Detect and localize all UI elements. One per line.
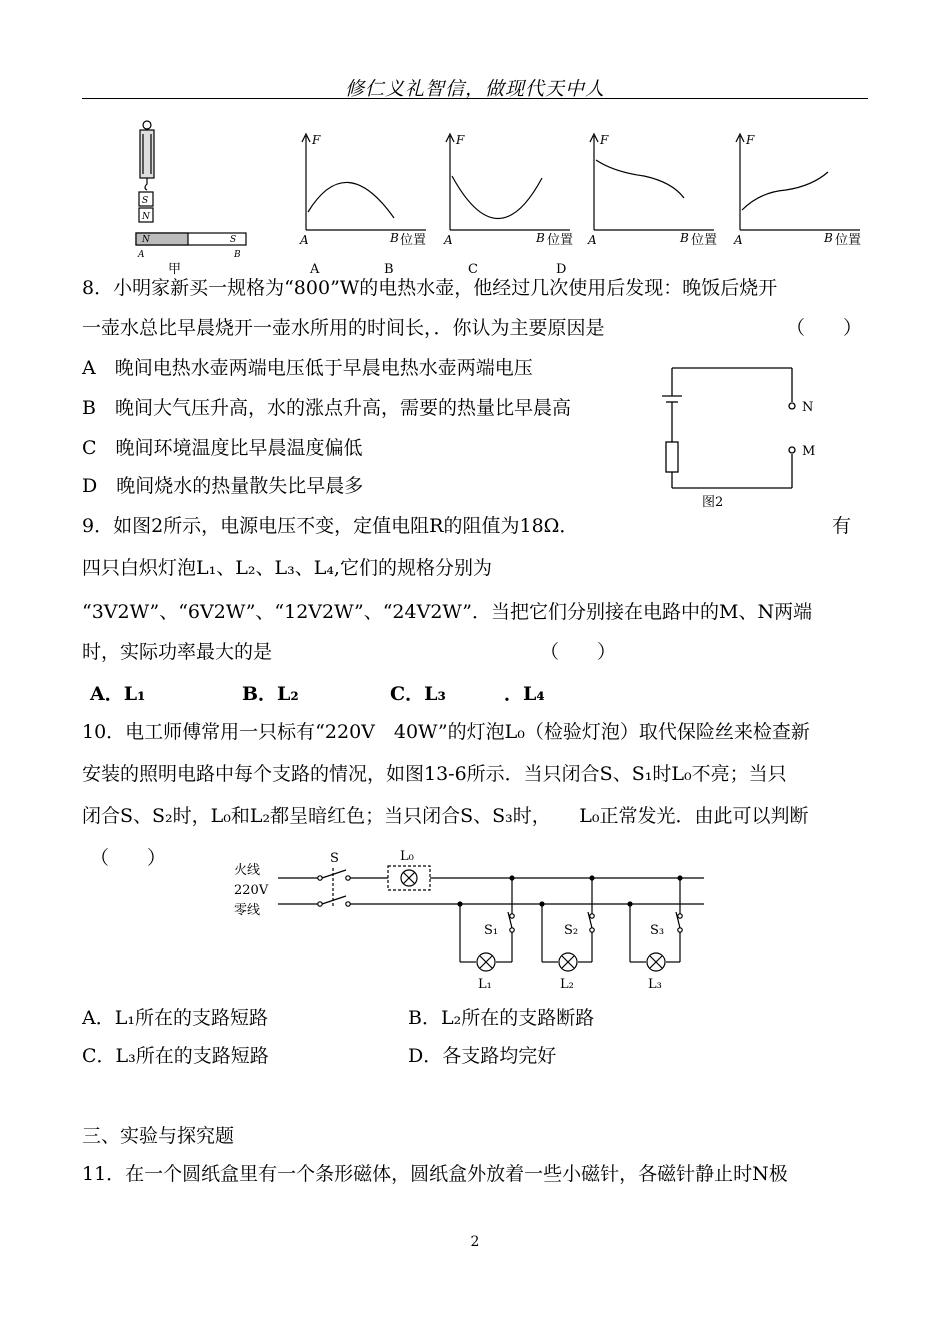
q10-option-b: B．L₂所在的支路断路 bbox=[408, 1007, 595, 1029]
header-rule bbox=[82, 98, 868, 99]
q8-option-c: C 晚间环境温度比早晨温度偏低 bbox=[82, 437, 363, 459]
circuit-switch-s: S bbox=[330, 851, 339, 866]
q8-line2: 一壶水总比早晨烧开一壶水所用的时间长，．你认为主要原因是 bbox=[82, 317, 605, 339]
q9-bracket: （ ） bbox=[540, 641, 617, 663]
graph-c-pos: 位置 bbox=[691, 233, 718, 248]
q8-option-a: A 晚间电热水壶两端电压低于早晨电热水壶两端电压 bbox=[82, 357, 533, 379]
graph-d-f: F bbox=[746, 133, 755, 147]
bar-n-label: N bbox=[142, 235, 150, 245]
fig2-label-n: N bbox=[802, 400, 814, 415]
graph-a-pos: 位置 bbox=[400, 233, 427, 248]
q11-line1: 11．在一个圆纸盒里有一个条形磁体，圆纸盒外放着一些小磁针，各磁针静止时N极 bbox=[82, 1163, 788, 1185]
q10-option-c: C．L₃所在的支路短路 bbox=[82, 1045, 269, 1067]
header-motto: 修仁义礼智信，做现代天中人 bbox=[344, 78, 605, 100]
graph-label-d: D bbox=[556, 262, 567, 277]
q10-line2: 安装的照明电路中每个支路的情况，如图13-6所示．当只闭合S、S₁时L₀不亮；当只 bbox=[82, 763, 787, 785]
graph-b-b: B bbox=[536, 231, 545, 245]
graph-b-a: A bbox=[444, 233, 453, 247]
circuit-switch-s1: S₁ bbox=[484, 923, 499, 938]
q10-line1: 10．电工师傅常用一只标有“220V 40W”的灯泡L₀（检验灯泡）取代保险丝来检查新 bbox=[82, 721, 810, 743]
q9-option-c: C．L₃ bbox=[390, 683, 446, 705]
caption-jia: 甲 bbox=[168, 262, 182, 277]
magnet-n-label: N bbox=[142, 212, 150, 222]
graph-c-b: B bbox=[680, 231, 689, 245]
graph-label-b: B bbox=[384, 262, 394, 277]
household-circuit bbox=[230, 846, 720, 992]
circuit-lamp-l0: L₀ bbox=[400, 849, 414, 864]
q10-option-a: A．L₁所在的支路短路 bbox=[82, 1007, 268, 1029]
q8-option-b: B 晚间大气压升高，水的涨点升高，需要的热量比早晨高 bbox=[82, 397, 571, 419]
graph-d-b: B bbox=[824, 231, 833, 245]
bar-a-label: A bbox=[138, 250, 145, 260]
graph-b bbox=[440, 130, 580, 250]
graph-b-pos: 位置 bbox=[547, 233, 574, 248]
graph-a-a: A bbox=[300, 233, 309, 247]
circuit-lamp-l3: L₃ bbox=[648, 977, 662, 992]
graph-d bbox=[730, 130, 870, 250]
fig2-circuit bbox=[650, 362, 840, 512]
q9-option-b: B．L₂ bbox=[242, 683, 299, 705]
apparatus-figure bbox=[130, 118, 260, 268]
q9-line4: 时，实际功率最大的是 bbox=[82, 641, 273, 663]
q9-line2: 四只白炽灯泡L₁、L₂、L₃、L₄,它们的规格分别为 bbox=[82, 557, 492, 579]
graph-c-a: A bbox=[588, 233, 597, 247]
q8-option-d: D 晚间烧水的热量散失比早晨多 bbox=[82, 475, 364, 497]
section3-title: 三、实验与探究题 bbox=[82, 1125, 235, 1147]
graph-c-f: F bbox=[600, 133, 609, 147]
circuit-lamp-l2: L₂ bbox=[560, 977, 574, 992]
graph-b-f: F bbox=[456, 133, 465, 147]
graph-label-c: C bbox=[468, 262, 478, 277]
circuit-switch-s3: S₃ bbox=[650, 923, 665, 938]
magnet-s-label: S bbox=[142, 196, 149, 206]
fig2-label-m: M bbox=[802, 444, 816, 459]
bar-s-label: S bbox=[230, 235, 237, 245]
q10-bracket: （ ） bbox=[90, 847, 167, 869]
graph-d-a: A bbox=[734, 233, 743, 247]
graph-d-pos: 位置 bbox=[835, 233, 862, 248]
circuit-neutral: 零线 bbox=[234, 903, 261, 918]
graph-a bbox=[296, 130, 436, 250]
q10-line3: 闭合S、S₂时，L₀和L₂都呈暗红色；当只闭合S、S₃时， L₀正常发光．由此可以判断 bbox=[82, 805, 809, 827]
q9-option-d: ．L₄ bbox=[504, 683, 545, 705]
circuit-lamp-l1: L₁ bbox=[478, 977, 492, 992]
q9-line3: “3V2W”、“6V2W”、“12V2W”、“24V2W”．当把它们分别接在电路中的M、N两端 bbox=[82, 601, 813, 623]
circuit-switch-s2: S₂ bbox=[564, 923, 579, 938]
circuit-live: 火线 bbox=[234, 863, 261, 878]
q8-bracket: （ ） bbox=[786, 317, 863, 339]
fig2-caption: 图2 bbox=[702, 495, 724, 510]
q10-option-d: D．各支路均完好 bbox=[408, 1045, 557, 1067]
graph-a-b: B bbox=[390, 231, 399, 245]
q8-line1: 8．小明家新买一规格为“800”W的电热水壶，他经过几次使用后发现：晚饭后烧开 bbox=[82, 277, 778, 299]
graph-label-a: A bbox=[310, 262, 320, 277]
bar-b-label: B bbox=[234, 250, 241, 260]
graph-c bbox=[584, 130, 724, 250]
q9-line1-tail: 有 bbox=[832, 515, 852, 537]
q9-option-a: A．L₁ bbox=[90, 683, 146, 705]
page-number: 2 bbox=[470, 1234, 480, 1250]
graph-a-f: F bbox=[312, 133, 321, 147]
q9-line1: 9．如图2所示，电源电压不变，定值电阻R的阻值为18Ω． bbox=[82, 515, 579, 537]
circuit-voltage: 220V bbox=[234, 883, 269, 898]
